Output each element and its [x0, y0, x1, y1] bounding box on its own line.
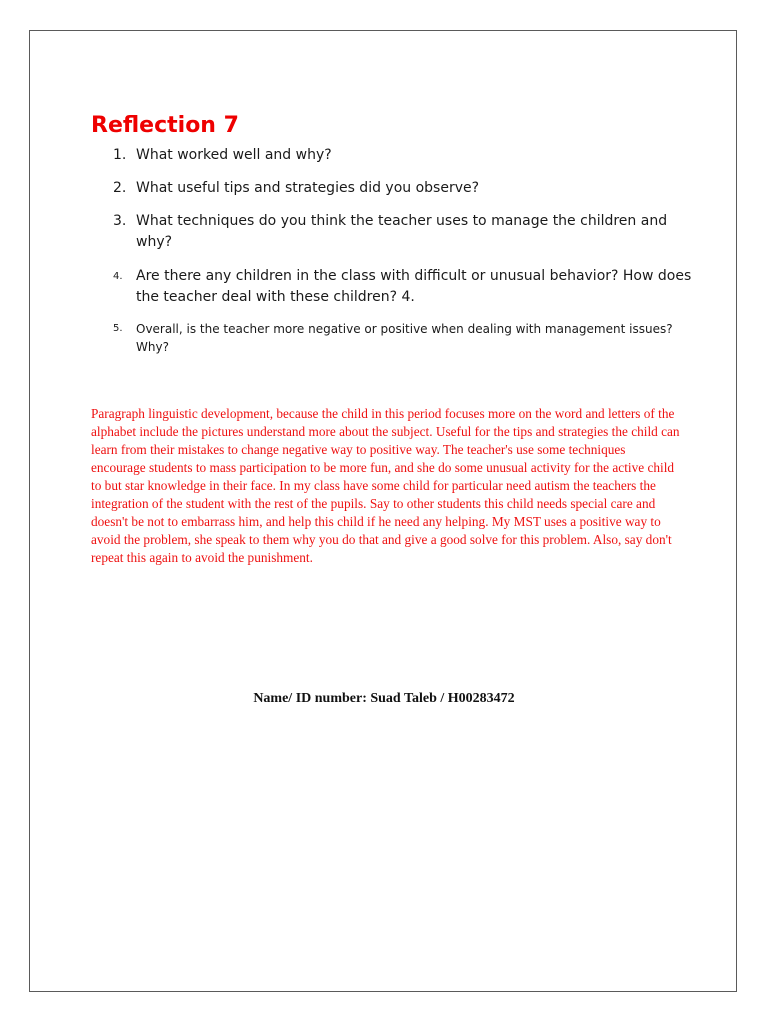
question-number: 2.	[113, 180, 127, 196]
question-number: 1.	[113, 147, 127, 163]
question-text: What worked well and why?	[136, 147, 332, 163]
question-text: What useful tips and strategies did you observe?	[136, 180, 480, 196]
question-text: Are there any children in the class with difficult or unusual behavior? How does the teacher deal with these children? 4.	[136, 268, 692, 305]
student-signature: Name/ ID number: Suad Taleb / H00283472	[253, 691, 515, 706]
question-number: 4.	[113, 271, 123, 282]
question-number: 3.	[113, 213, 127, 229]
question-text: Overall, is the teacher more negative or positive when dealing with management issues? Why?	[136, 322, 673, 354]
reflection-answer-paragraph: Paragraph linguistic development, because the child in this period focuses more on the word and letters of the alphabet include the pictures understand more about the subject. Useful for the tips and strategies the child can learn from their mistakes to change negative way to positive way. The teacher's use some techniques encourage students to mass participation to be more fun, and she do some unusual activity for the active child to but star knowledge in their face. In my class have some child for particular need autism the teachers the integration of the student with the rest of the pupils. Say to other students this child needs special care and doesn't be not to embarrass him, and help this child if he need any helping. My MST uses a positive way to avoid the problem, she speak to them why you do that and give a good solve for this problem. Also, say don't repeat this again to avoid the punishment.	[91, 406, 680, 565]
question-text: What techniques do you think the teacher uses to manage the children and why?	[136, 213, 668, 250]
question-number: 5.	[113, 323, 123, 334]
page-title: Reflection 7	[91, 113, 239, 138]
document-page	[29, 30, 737, 992]
